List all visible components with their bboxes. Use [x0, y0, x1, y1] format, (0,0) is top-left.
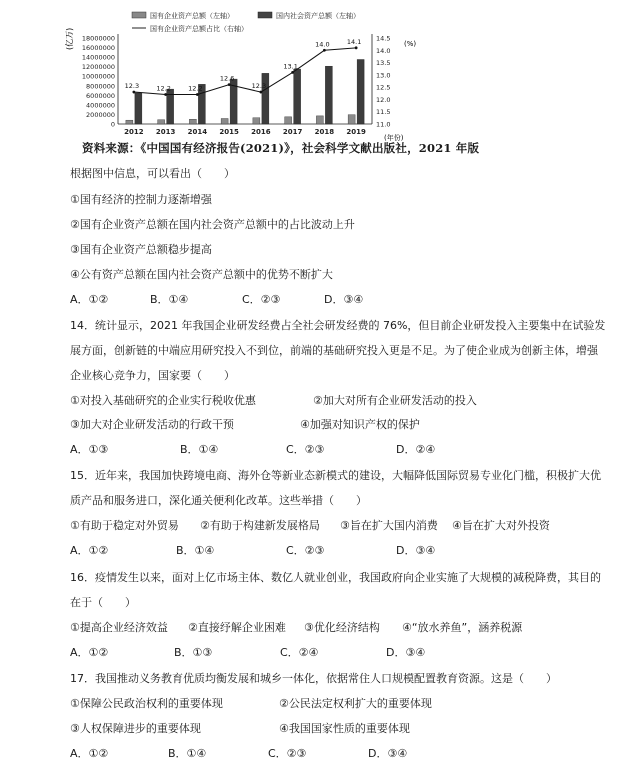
q13-option-4: ④公有资产总额在国内社会资产总额中的优势不断扩大 [70, 268, 333, 281]
share-data-label: 12.2 [156, 84, 171, 93]
legend-label-share: 国有企业资产总额占比（右轴） [150, 25, 248, 33]
q15-option-1: ①有助于稳定对外贸易 [70, 519, 179, 532]
q17-option-3: ③人权保障进步的重要体现 [70, 722, 201, 735]
q15-answer-a[interactable]: A．①② [70, 544, 109, 557]
left-tick-label: 0 [110, 120, 115, 129]
bar-state-assets [316, 116, 323, 124]
share-data-label: 14.1 [346, 37, 362, 46]
x-tick-label: 2016 [251, 128, 271, 136]
q16-option-4: ④“放水养鱼”，涵养税源 [402, 621, 523, 634]
q17-option-1: ①保障公民政治权利的重要体现 [70, 697, 223, 710]
right-tick-label: 14.0 [376, 46, 391, 55]
bar-state-assets [126, 120, 133, 124]
legend-label-state: 国有企业资产总额（左轴） [150, 12, 234, 20]
q13-option-1: ①国有经济的控制力逐渐增强 [70, 193, 212, 206]
q13-option-2: ②国有企业资产总额在国内社会资产总额中的占比波动上升 [70, 218, 355, 231]
q13-answer-d[interactable]: D．③④ [324, 293, 364, 306]
x-tick-label: 2017 [282, 128, 303, 136]
q14-answer-c[interactable]: C．②③ [286, 443, 325, 456]
left-tick-label: 12000000 [81, 63, 115, 72]
chart-legend [132, 11, 360, 33]
share-point [196, 93, 199, 96]
q17-answer-d[interactable]: D．③④ [368, 747, 408, 760]
bar-social-assets [294, 69, 301, 124]
q14-option-3: ③加大对企业研发活动的行政干预 [70, 418, 234, 431]
q15-stem-line-2: 质产品和服务进口，深化通关便利化改革。这些举措（ ） [70, 494, 367, 507]
q14-option-4: ④加强对知识产权的保护 [300, 418, 420, 431]
bar-state-assets [158, 120, 165, 124]
q16-answers [70, 647, 425, 658]
q17-answer-a[interactable]: A．①② [70, 747, 109, 760]
bar-state-assets [221, 119, 228, 124]
q13-answer-b[interactable]: B．①④ [150, 293, 189, 306]
share-point [323, 49, 326, 52]
x-tick-label: 2015 [219, 128, 239, 136]
q15-answers [70, 545, 435, 556]
chart-source: 资料来源：《中国国有经济报告(2021)》，社会科学文献出版社，2021 年版 [82, 141, 480, 155]
left-tick-label: 8000000 [86, 82, 115, 91]
bar-social-assets [262, 73, 269, 124]
legend-swatch-state [132, 12, 146, 18]
q15-answer-b[interactable]: B．①④ [176, 544, 215, 557]
q15-option-3: ③旨在扩大国内消费 [340, 519, 438, 532]
q13-answers [70, 294, 363, 305]
q14-option-2: ②加大对所有企业研发活动的投入 [313, 394, 477, 407]
right-tick-label: 14.5 [376, 34, 391, 43]
q15-option-4: ④旨在扩大对外投资 [452, 519, 550, 532]
share-point [259, 91, 262, 94]
q15-option-2: ②有助于构建新发展格局 [200, 519, 320, 532]
left-tick-label: 14000000 [81, 53, 115, 62]
right-tick-label: 13.5 [376, 59, 391, 68]
left-tick-label: 4000000 [86, 101, 115, 110]
q16-answer-b[interactable]: B．①③ [174, 646, 213, 659]
q14-answer-b[interactable]: B．①④ [180, 443, 219, 456]
x-axis-label: (年份) [384, 134, 404, 142]
share-point [164, 93, 167, 96]
q13-answer-c[interactable]: C．②③ [242, 293, 281, 306]
left-tick-label: 6000000 [86, 91, 115, 100]
bar-state-assets [189, 119, 196, 124]
x-tick-label: 2014 [187, 128, 208, 136]
q14-option-1: ①对投入基础研究的企业实行税收优惠 [70, 394, 256, 407]
bar-state-assets [348, 115, 355, 124]
chart-svg [60, 6, 420, 156]
x-tick-label: 2019 [346, 128, 366, 136]
q16-answer-d[interactable]: D．③④ [386, 646, 426, 659]
q16-stem-line-1: 16．疫情发生以来，面对上亿市场主体、数亿人就业创业，我国政府向企业实施了大规模的减税降费，其目的 [70, 571, 601, 584]
q17-answers [70, 748, 407, 759]
q16-stem-line-2: 在于（ ） [70, 596, 136, 609]
share-data-label: 12.3 [124, 82, 140, 91]
q17-option-2: ②公民法定权利扩大的重要体现 [279, 697, 432, 710]
q13-answer-a[interactable]: A．①② [70, 293, 109, 306]
q15-stem-line-1: 15．近年来，我国加快跨境电商、海外仓等新业态新模式的建设，大幅降低国际贸易专业化门槛，积极扩大优 [70, 469, 601, 482]
share-data-label: 12.6 [219, 74, 235, 83]
q17-answer-c[interactable]: C．②③ [268, 747, 307, 760]
q14-stem-line-2: 展方面，创新链的中端应用研究投入不到位，前端的基础研究投入更是不足。为了使企业成为创新主体，增强 [70, 344, 598, 357]
q16-answer-c[interactable]: C．②④ [280, 646, 319, 659]
left-tick-label: 16000000 [81, 44, 115, 53]
bar-state-assets [253, 118, 260, 124]
share-data-label: 12.2 [188, 84, 203, 93]
q16-option-3: ③优化经济结构 [304, 621, 380, 634]
q14-answers [70, 444, 435, 455]
q16-option-1: ①提高企业经济效益 [70, 621, 168, 634]
x-tick-label: 2018 [314, 128, 335, 136]
right-tick-label: 12.0 [376, 95, 391, 104]
left-tick-label: 18000000 [81, 34, 115, 43]
bar-social-assets [325, 66, 332, 124]
bar-state-assets [285, 117, 292, 124]
right-tick-label: 11.0 [376, 120, 391, 129]
x-tick-label: 2012 [124, 128, 144, 136]
chart-plot-area [82, 34, 391, 136]
bar-social-assets [135, 93, 142, 124]
q16-option-2: ②直接纾解企业困难 [188, 621, 286, 634]
q17-option-4: ④我国国家性质的重要体现 [279, 722, 410, 735]
share-point [355, 46, 358, 49]
left-tick-label: 2000000 [86, 110, 115, 119]
q14-stem-line-3: 企业核心竞争力，国家要（ ） [70, 369, 235, 382]
x-tick-label: 2013 [155, 128, 176, 136]
right-axis-label: (%) [404, 40, 417, 48]
left-axis-label: (亿万) [65, 27, 74, 50]
bar-social-assets [357, 60, 364, 125]
share-data-label: 14.0 [315, 40, 330, 49]
q14-stem-line-1: 14．统计显示，2021 年我国企业研发经费占全社会研发经费的 76%，但目前企业研发投入主要集中在试验发 [70, 319, 606, 332]
right-tick-label: 13.0 [376, 71, 391, 80]
q13-option-3: ③国有企业资产总额稳步提高 [70, 243, 212, 256]
legend-swatch-social [258, 12, 272, 18]
q13-stem: 根据图中信息，可以看出（ ） [70, 167, 235, 180]
legend-label-social: 国内社会资产总额（左轴） [276, 12, 360, 20]
q15-answer-c[interactable]: C．②③ [286, 544, 325, 557]
q17-answer-b[interactable]: B．①④ [168, 747, 207, 760]
share-point [228, 83, 231, 86]
q17-stem: 17．我国推动义务教育优质均衡发展和城乡一体化，依据常住人口规模配置教育资源。这是（ ） [70, 672, 557, 685]
share-data-label: 13.1 [283, 62, 298, 71]
share-point [132, 91, 135, 94]
share-data-label: 12.3 [251, 82, 267, 91]
q15-answer-d[interactable]: D．③④ [396, 544, 436, 557]
q14-answer-a[interactable]: A．①③ [70, 443, 109, 456]
share-point [291, 71, 294, 74]
q14-answer-d[interactable]: D．②④ [396, 443, 436, 456]
right-tick-label: 11.5 [376, 108, 391, 117]
assets-chart [60, 6, 420, 156]
left-tick-label: 10000000 [81, 72, 115, 81]
q16-answer-a[interactable]: A．①② [70, 646, 109, 659]
right-tick-label: 12.5 [376, 83, 391, 92]
